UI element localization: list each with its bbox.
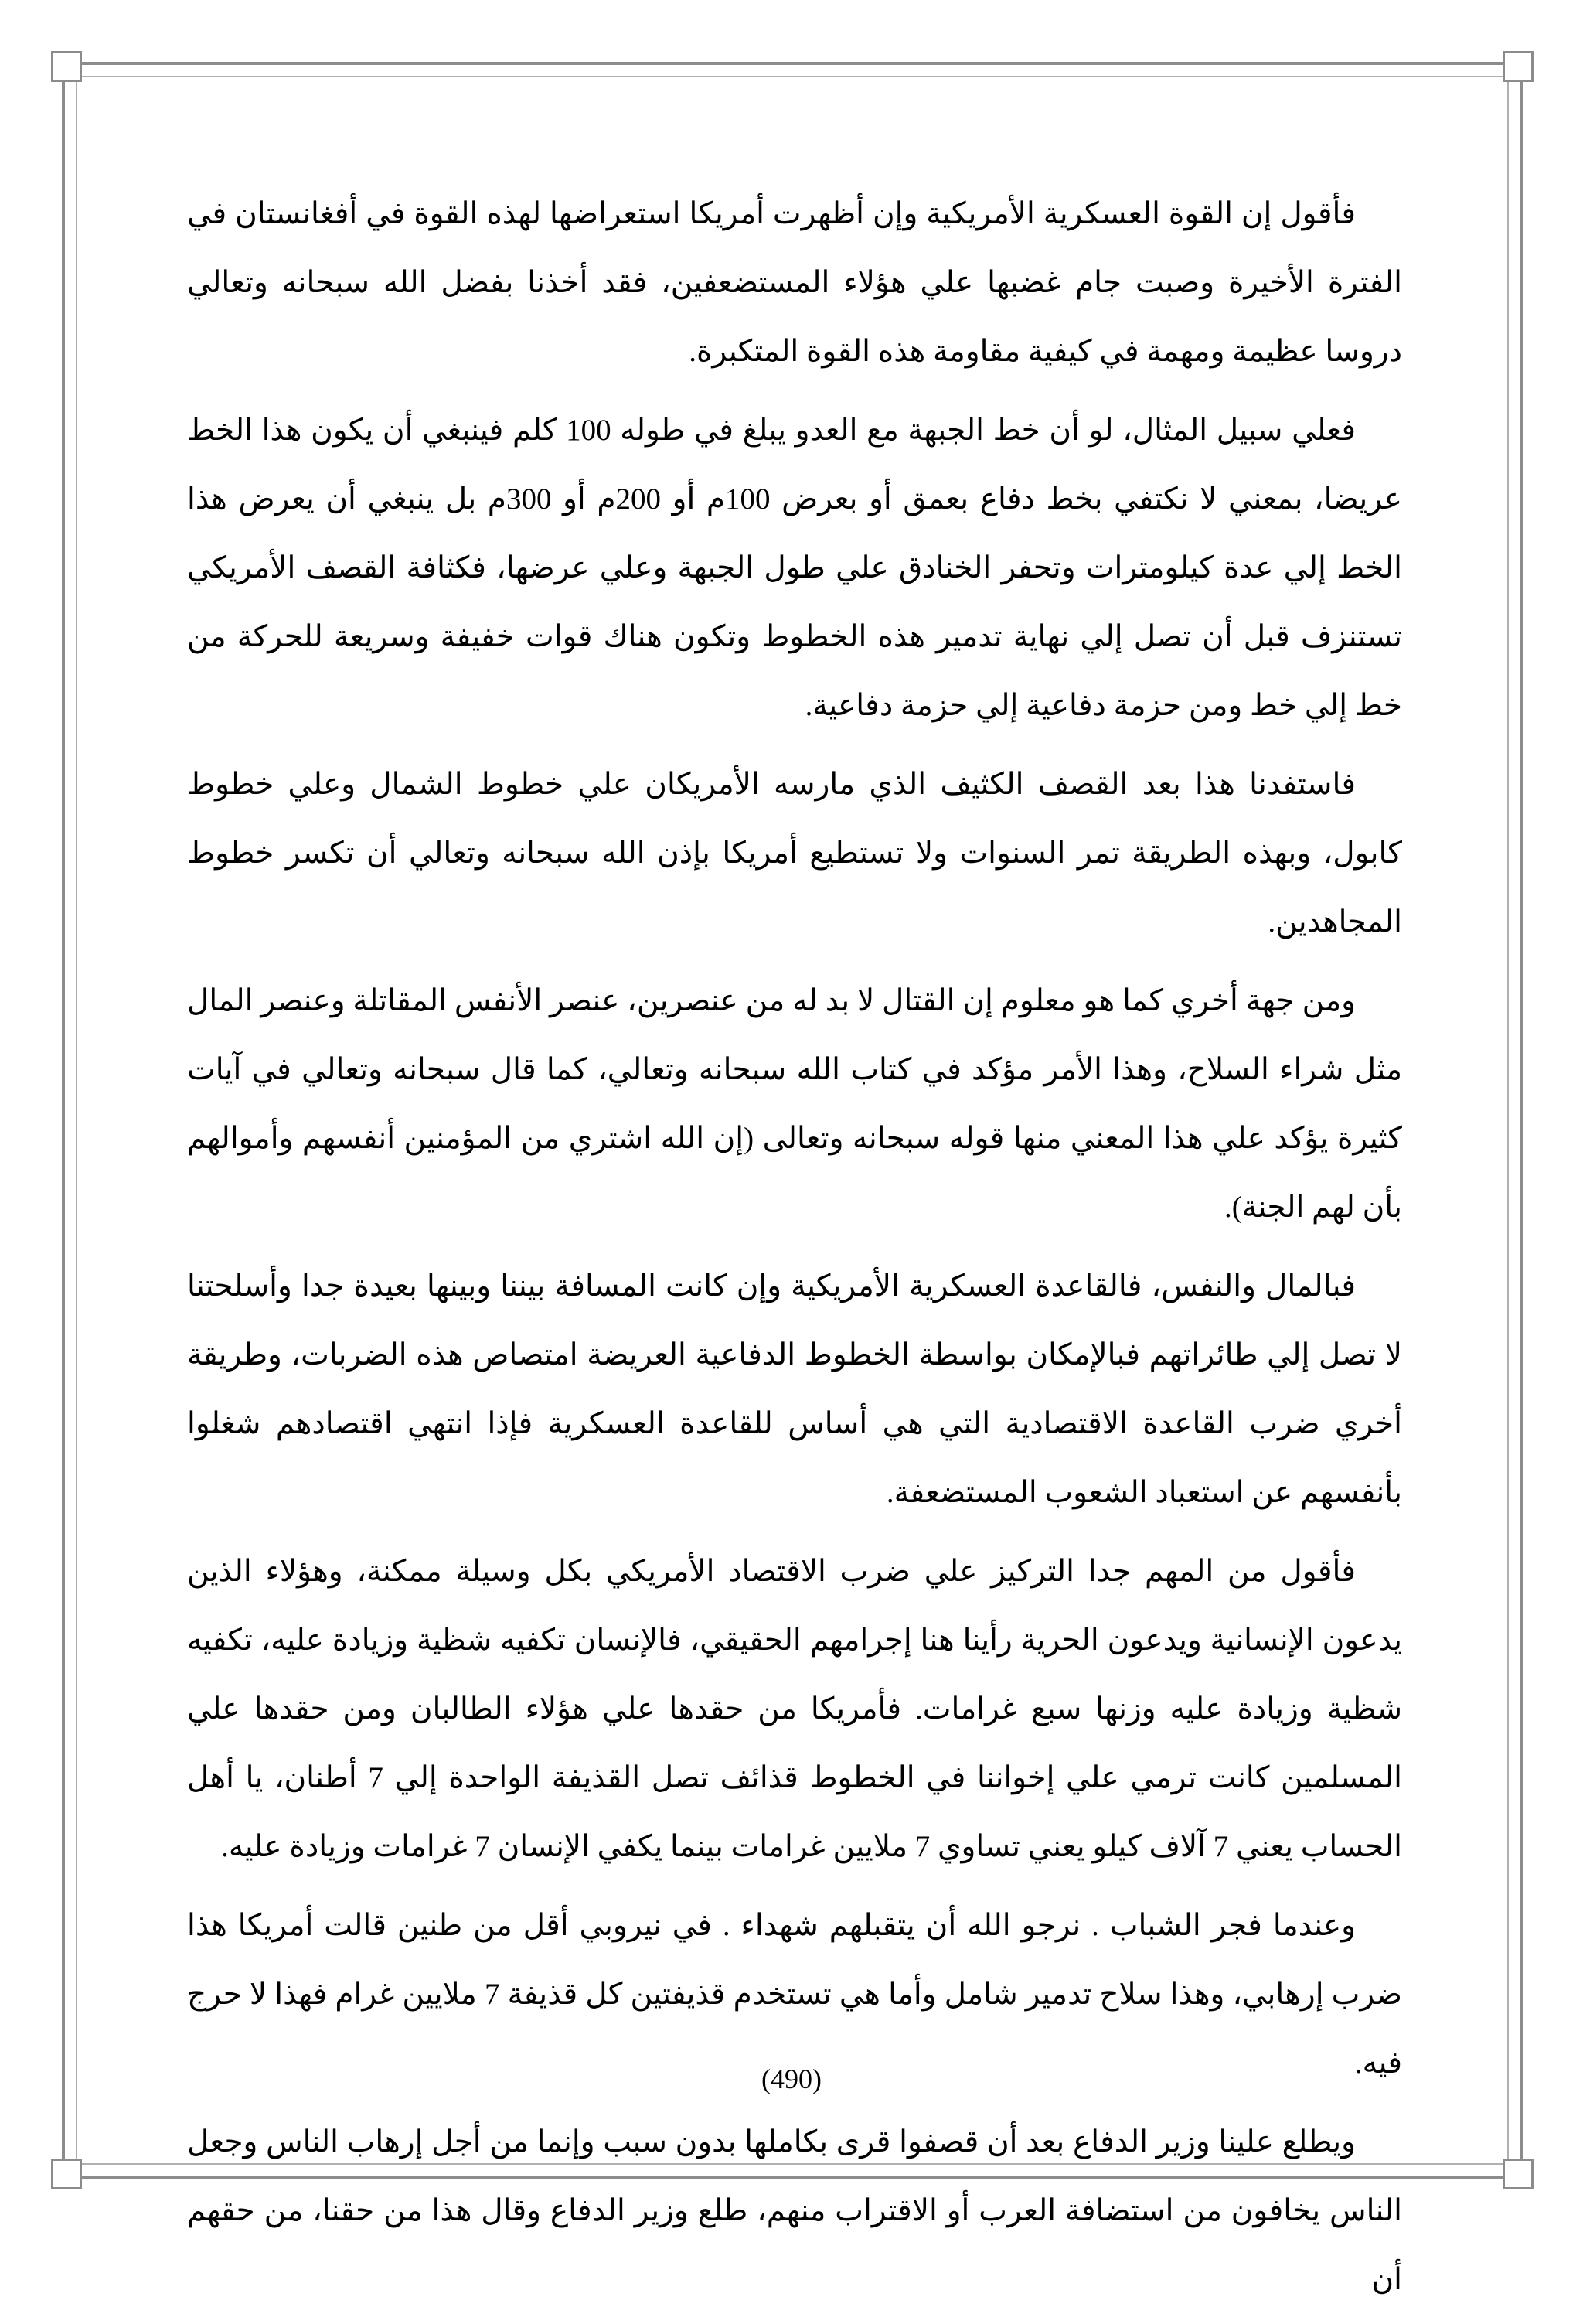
border-corner-ornament: [1503, 51, 1534, 82]
border-corner-ornament: [51, 51, 82, 82]
border-corner-ornament: [51, 2159, 82, 2189]
paragraph: فاستفدنا هذا بعد القصف الكثيف الذي مارسه الأمريكان علي خطوط الشمال وعلي خطوط كابول، وبهذه الطريقة تمر السنوات ولا تستطيع أمريكا بإذن الله سبحانه وتعالي أن تكسر خطوط المجاهدين.: [187, 768, 1402, 939]
page-body: [187, 179, 1402, 2324]
paragraph: ويطلع علينا وزير الدفاع بعد أن قصفوا قرى بكاملها بدون سبب وإنما من أجل إرهاب الناس وجعل الناس يخافون من استضافة العرب أو الاقتراب منهم، طلع وزير الدفاع وقال هذا من حقنا، من حقهم أن: [187, 2125, 1402, 2296]
border-corner-ornament: [1503, 2159, 1534, 2189]
paragraph: فأقول إن القوة العسكرية الأمريكية وإن أظهرت أمريكا استعراضها لهذه القوة في أفغانستان في الفترة الأخيرة وصبت جام غضبها علي هؤلاء المستضعفين، فقد أخذنا بفضل الله سبحانه وتعالي دروسا عظيمة ومهمة في كيفية مقاومة هذه القوة المتكبرة.: [187, 197, 1403, 368]
paragraph: فبالمال والنفس، فالقاعدة العسكرية الأمريكية وإن كانت المسافة بيننا وبينها بعيدة جدا وأسلحتنا لا تصل إلي طائراتهم فبالإمكان بواسطة الخطوط الدفاعية العريضة امتصاص هذه الضربات، وطريقة أخري ضرب القاعدة الاقتصادية التي هي أساس للقاعدة العسكرية فإذا انتهي اقتصادهم شغلوا بأنفسهم عن استعباد الشعوب المستضعفة.: [187, 1269, 1402, 1509]
paragraph: ومن جهة أخري كما هو معلوم إن القتال لا بد له من عنصرين، عنصر الأنفس المقاتلة وعنصر المال مثل شراء السلاح، وهذا الأمر مؤكد في كتاب الله سبحانه وتعالي، كما قال سبحانه وتعالي في آيات كثيرة يؤكد علي هذا المعني منها قوله سبحانه وتعالى (إن الله اشتري من المؤمنين أنفسهم وأموالهم بأن لهم الجنة).: [187, 984, 1402, 1224]
paragraph: فأقول من المهم جدا التركيز علي ضرب الاقتصاد الأمريكي بكل وسيلة ممكنة، وهؤلاء الذين يدعون الإنسانية ويدعون الحرية رأينا هنا إجرامهم الحقيقي، فالإنسان تكفيه شظية وزيادة عليه، تكفيه شظية وزيادة عليه وزنها سبع غرامات. فأمريكا من حقدها علي هؤلاء الطالبان ومن حقدها علي المسلمين كانت ترمي علي إخواننا في الخطوط قذائف تصل القذيفة الواحدة إلي 7 أطنان، يا أهل الحساب يعني 7 آلاف كيلو يعني تساوي 7 ملايين غرامات بينما يكفي الإنسان 7 غرامات وزيادة عليه.: [187, 1555, 1402, 1863]
paragraph: فعلي سبيل المثال، لو أن خط الجبهة مع العدو يبلغ في طوله 100 كلم فينبغي أن يكون هذا الخط عريضا، بمعني لا نكتفي بخط دفاع بعمق أو بعرض 100م أو 200م أو 300م بل ينبغي أن يعرض هذا الخط إلي عدة كيلومترات وتحفر الخنادق علي طول الجبهة وعلي عرضها، فكثافة القصف الأمريكي تستنزف قبل أن تصل إلي نهاية تدمير هذه الخطوط وتكون هناك قوات خفيفة وسريعة للحركة من خط إلي خط ومن حزمة دفاعية إلي حزمة دفاعية.: [187, 414, 1402, 722]
paragraph: وعندما فجر الشباب . نرجو الله أن يتقبلهم شهداء . في نيروبي أقل من طنين قالت أمريكا هذا ضرب إرهابي، وهذا سلاح تدمير شامل وأما هي تستخدم قذيفتين كل قذيفة 7 ملايين غرام فهذا لا حرج فيه.: [187, 1909, 1402, 2080]
page-number: (490): [761, 2063, 822, 2094]
